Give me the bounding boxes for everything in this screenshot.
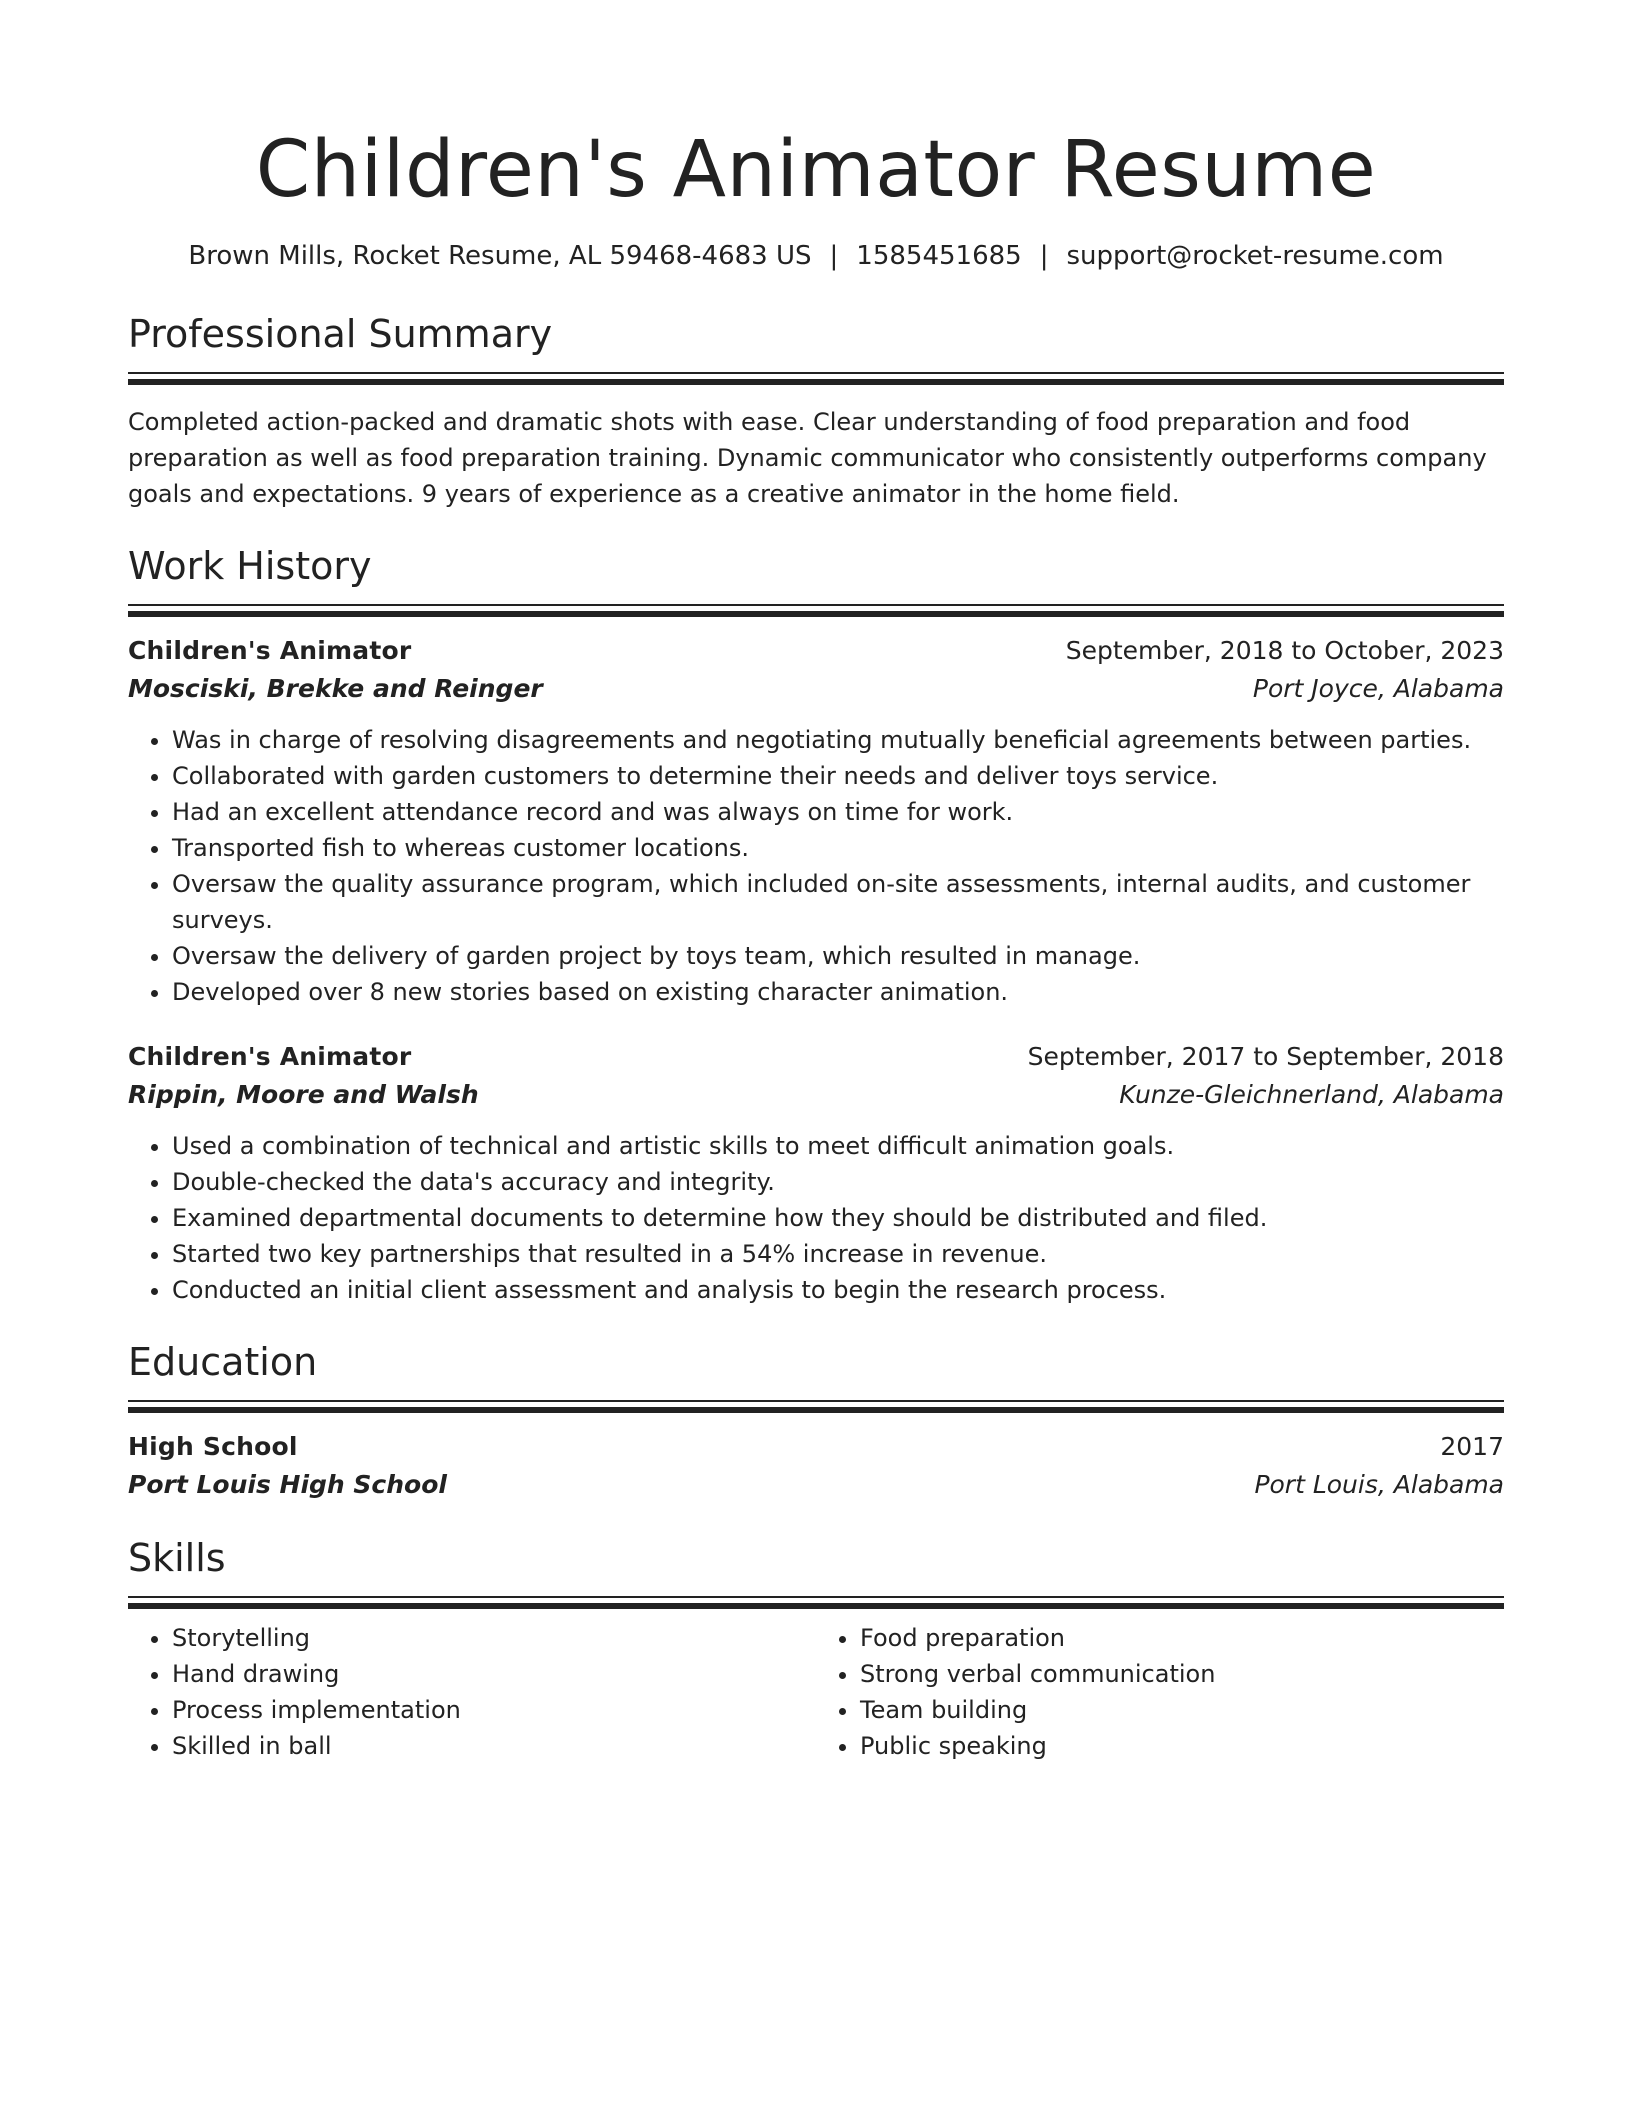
job-title: Children's Animator [128, 1042, 412, 1071]
job-bullet: • Collaborated with garden customers to determine their needs and deliver toys service. [172, 758, 1504, 794]
job-bullet: • Examined departmental documents to determine how they should be distributed and filed. [172, 1200, 1504, 1236]
job-bullets [128, 1128, 1504, 1308]
skill-item: • Hand drawing [172, 1656, 816, 1692]
contact-address: Brown Mills, Rocket Resume, AL 59468-4683 US [188, 241, 812, 271]
skill-item: • Team building [860, 1692, 1504, 1728]
education-subheader-row [128, 1466, 1504, 1504]
job-subheader-row [128, 1076, 1504, 1114]
job-bullet: • Used a combination of technical and artistic skills to meet difficult animation goals. [172, 1128, 1504, 1164]
job-bullet: • Started two key partnerships that resulted in a 54% increase in revenue. [172, 1236, 1504, 1272]
skill-item: • Strong verbal communication [860, 1656, 1504, 1692]
education-school: Port Louis High School [128, 1470, 447, 1499]
skill-item: • Process implementation [172, 1692, 816, 1728]
job-bullets [128, 722, 1504, 1010]
skill-item: • Food preparation [860, 1620, 1504, 1656]
job-bullet: • Conducted an initial client assessment and analysis to begin the research process. [172, 1272, 1504, 1308]
section-divider [128, 1596, 1504, 1606]
job-location: Port Joyce, Alabama [1252, 674, 1504, 703]
job-bullet: • Had an excellent attendance record and was always on time for work. [172, 794, 1504, 830]
job-title: Children's Animator [128, 636, 412, 665]
section-divider [128, 604, 1504, 614]
skill-item: • Public speaking [860, 1728, 1504, 1764]
job-entry [128, 632, 1504, 1010]
section-heading-skills: Skills [128, 1536, 226, 1580]
job-company: Rippin, Moore and Walsh [128, 1080, 479, 1109]
education-section [128, 1336, 1504, 1504]
skills-grid [128, 1620, 1504, 1764]
section-heading-education: Education [128, 1340, 318, 1384]
job-header-row [128, 632, 1504, 670]
job-dates: September, 2017 to September, 2018 [1027, 1042, 1504, 1071]
job-bullet: • Oversaw the quality assurance program, which included on-site assessments, internal audits, and customer surveys. [172, 866, 1504, 938]
skill-item: • Skilled in ball [172, 1728, 816, 1764]
job-bullet: • Double-checked the data's accuracy and integrity. [172, 1164, 1504, 1200]
education-location: Port Louis, Alabama [1254, 1470, 1504, 1499]
work-history-section [128, 540, 1504, 1308]
contact-line [128, 238, 1504, 274]
summary-text: Completed action-packed and dramatic shots with ease. Clear understanding of food preparation and food preparation as well as food preparation training. Dynamic communicator who consistently outperforms company goals and expectations. 9 years of experience as a creative animator in the home field. [128, 408, 1487, 508]
contact-separator: | [1039, 241, 1049, 271]
contact-separator: | [829, 241, 839, 271]
section-divider [128, 372, 1504, 382]
summary-section [128, 308, 1504, 512]
skills-list-left [128, 1620, 816, 1764]
contact-email: support@rocket-resume.com [1066, 241, 1444, 271]
resume-title: Children's Animator Resume [255, 125, 1377, 215]
job-company: Mosciski, Brekke and Reinger [128, 674, 543, 703]
job-bullet: • Transported fish to whereas customer locations. [172, 830, 1504, 866]
job-bullet: • Was in charge of resolving disagreements and negotiating mutually beneficial agreements between parties. [172, 722, 1504, 758]
education-entry [128, 1428, 1504, 1504]
skill-item: • Storytelling [172, 1620, 816, 1656]
job-subheader-row [128, 670, 1504, 708]
job-entry [128, 1038, 1504, 1308]
job-bullet: • Oversaw the delivery of garden project by toys team, which resulted in manage. [172, 938, 1504, 974]
education-degree: High School [128, 1432, 298, 1461]
job-location: Kunze-Gleichnerland, Alabama [1119, 1080, 1504, 1109]
job-dates: September, 2018 to October, 2023 [1065, 636, 1504, 665]
section-divider [128, 1400, 1504, 1410]
job-header-row [128, 1038, 1504, 1076]
section-heading-summary: Professional Summary [128, 312, 553, 356]
skills-section [128, 1532, 1504, 1764]
education-year: 2017 [1440, 1432, 1504, 1461]
contact-phone: 1585451685 [856, 241, 1022, 271]
education-header-row [128, 1428, 1504, 1466]
job-bullet: • Developed over 8 new stories based on existing character animation. [172, 974, 1504, 1010]
skills-list-right [816, 1620, 1504, 1764]
section-heading-work-history: Work History [128, 544, 372, 588]
